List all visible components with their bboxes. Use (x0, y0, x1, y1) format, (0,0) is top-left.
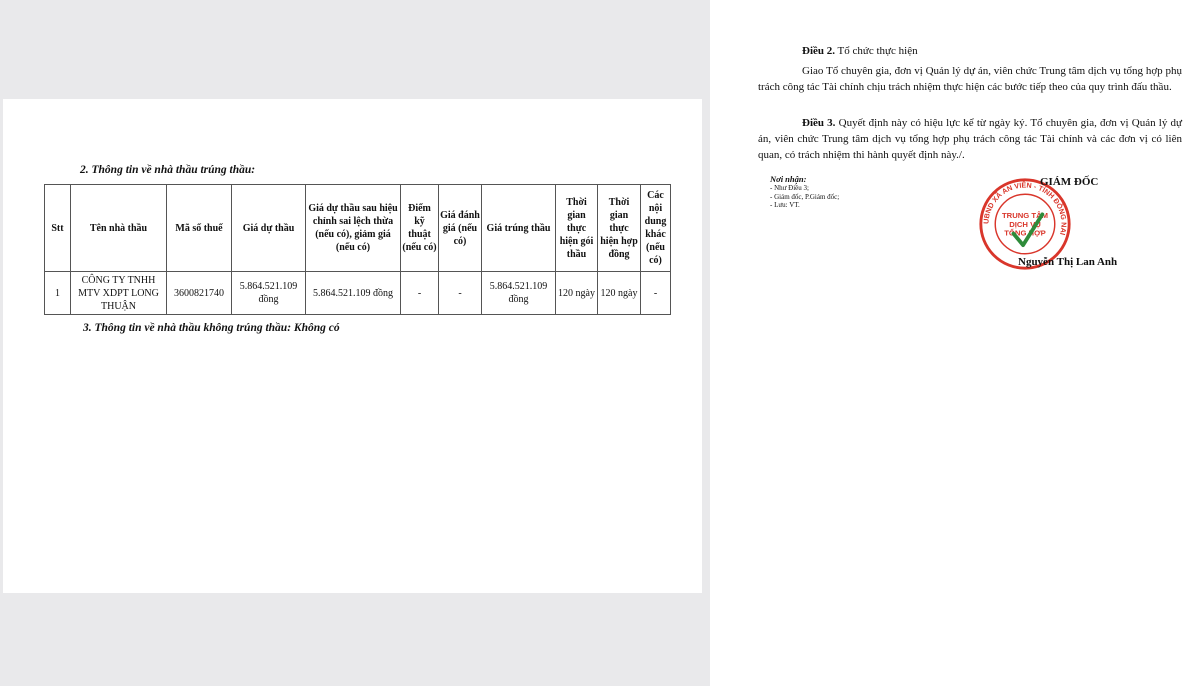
director-title: GIÁM ĐỐC (1040, 176, 1099, 188)
header-package-duration: Thời gian thực hiện gói thầu (556, 185, 598, 272)
recipients-block (770, 174, 839, 210)
section3-heading: 3. Thông tin về nhà thầu không trúng thầu: Không có (83, 322, 340, 334)
header-stt: Stt (45, 185, 71, 272)
cell-adjusted-price: 5.864.521.109 đồng (306, 272, 401, 315)
cell-stt: 1 (45, 272, 71, 315)
article2-title (802, 43, 1182, 59)
header-contract-duration: Thời gian thực hiện hợp đồng (598, 185, 641, 272)
cell-bid-price: 5.864.521.109 đồng (232, 272, 306, 315)
document-page-right (710, 0, 1200, 686)
winning-bidder-table (44, 184, 671, 315)
signer-name: Nguyễn Thị Lan Anh (1018, 256, 1118, 268)
cell-evaluated-price: - (439, 272, 482, 315)
recipient-item: - Giám đốc, P.Giám đốc; (770, 192, 840, 201)
cell-other-content: - (641, 272, 671, 315)
document-page-left (3, 99, 702, 593)
cell-bidder-name: CÔNG TY TNHH MTV XDPT LONG THUẬN (71, 272, 167, 315)
section2-heading: 2. Thông tin về nhà thầu trúng thầu: (80, 164, 256, 176)
article2-label: Điều 2. (802, 45, 835, 57)
recipient-item: - Lưu: VT. (770, 201, 800, 209)
header-technical-score: Điểm kỹ thuật (nếu có) (401, 185, 439, 272)
svg-text:DỊCH VỤ: DỊCH VỤ (1009, 219, 1041, 229)
header-evaluated-price: Giá đánh giá (nếu có) (439, 185, 482, 272)
table-row (45, 272, 671, 315)
cell-technical-score: - (401, 272, 439, 315)
article3-body (758, 115, 1182, 163)
cell-package-duration: 120 ngày (556, 272, 598, 315)
article3-label: Điều 3. (802, 117, 836, 129)
article2-body: Giao Tổ chuyên gia, đơn vị Quản lý dự án, viên chức Trung tâm dịch vụ tổng hợp phụ trách công tác Tài chính chịu trách nhiệm thực hiện các bước tiếp theo của quy trình đấu thầu. (758, 65, 1182, 93)
recipients-title: Nơi nhận: (770, 174, 807, 184)
cell-contract-duration: 120 ngày (598, 272, 641, 315)
table-header-row (45, 185, 671, 272)
header-winning-price: Giá trúng thầu (482, 185, 556, 272)
header-other-content: Các nội dung khác (nếu có) (641, 185, 671, 272)
recipient-item: - Như Điều 3; (770, 184, 809, 192)
header-tax-code: Mã số thuế (167, 185, 232, 272)
header-bidder-name: Tên nhà thầu (71, 185, 167, 272)
header-adjusted-price: Giá dự thầu sau hiệu chỉnh sai lệch thừa (nếu có), giảm giá (nếu có) (306, 185, 401, 272)
svg-text:UBND XÃ AN VIÊN - TỈNH ĐỒNG NA: UBND XÃ AN VIÊN - TỈNH ĐỒNG NAI (981, 180, 1069, 237)
header-bid-price: Giá dự thầu (232, 185, 306, 272)
article2-title-text: Tổ chức thực hiện (835, 45, 918, 57)
svg-text:TỔNG HỢP: TỔNG HỢP (1004, 228, 1046, 238)
article3-body-text: Quyết định này có hiệu lực kể từ ngày ký. Tổ chuyên gia, đơn vị Quản lý dự án, viên chức Trung tâm dịch vụ tổng hợp phụ trách công tác Tài chính và các đơn vị có liên quan, có trách nhiệm thi hành quyết định này./. (758, 117, 1183, 161)
cell-winning-price: 5.864.521.109 đồng (482, 272, 556, 315)
svg-text:TRUNG TÂM: TRUNG TÂM (1001, 211, 1049, 221)
cell-tax-code: 3600821740 (167, 272, 232, 315)
